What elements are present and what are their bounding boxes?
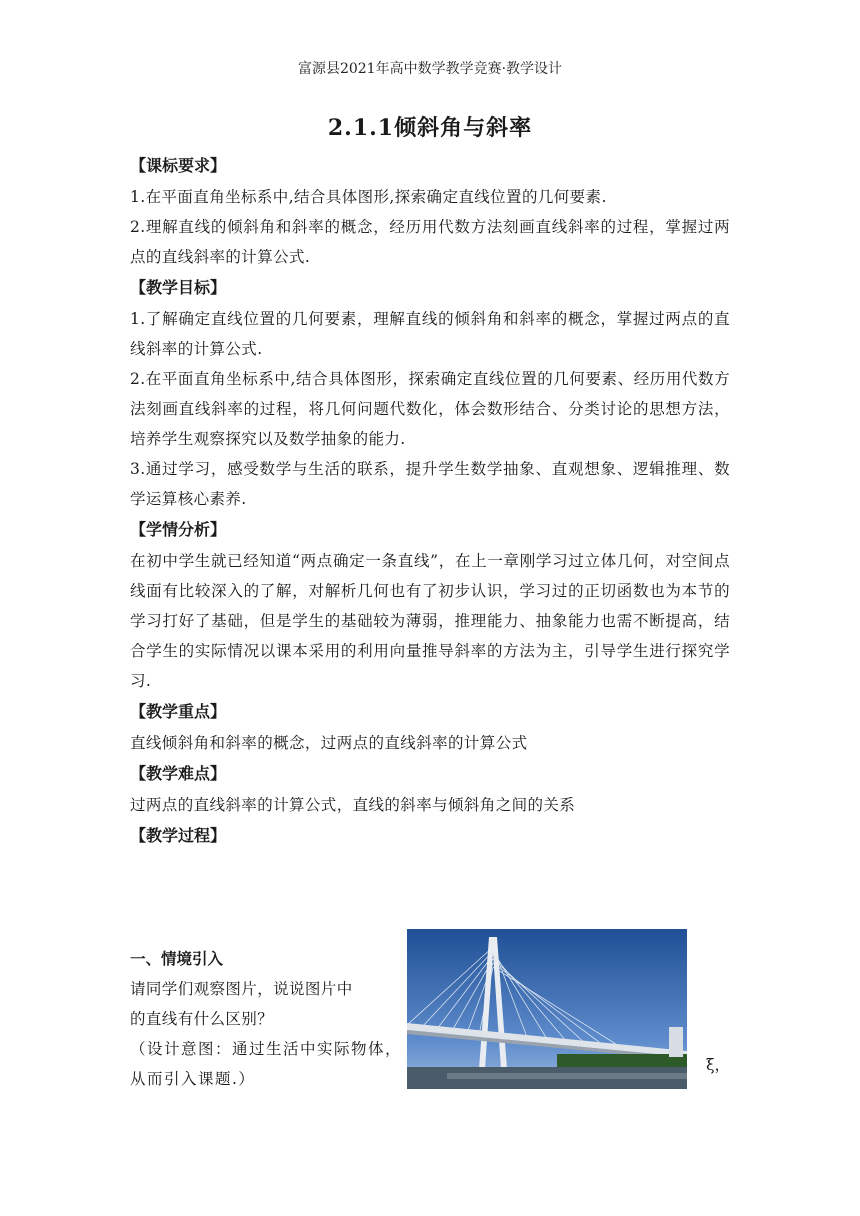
analysis-text: 在初中学生就已经知道“两点确定一条直线”，在上一章刚学习过立体几何，对空间点线面有比较深入的了解，对解析几何也有了初步认识，学习过的正切函数也为本节的学习打好了基础，但是学生的基础较为薄弱，推理能力、抽象能力也需不断提高，结合学生的实际情况以课本采用的利用向量推导斜率的方法为主，引导学生进行探究学习.: [130, 552, 730, 690]
section-heading-difficulties: 【教学难点】: [130, 764, 227, 783]
subsection-heading: 一、情境引入: [130, 950, 224, 968]
curriculum-item: 1.在平面直角坐标系中,结合具体图形,探索确定直线位置的几何要素.: [130, 188, 607, 206]
section-heading-curriculum: 【课标要求】: [130, 156, 227, 175]
design-intent-line: （设计意图：通过生活中实际物体，: [130, 1040, 403, 1058]
section-heading-objectives: 【教学目标】: [130, 278, 227, 297]
objective-item: 3.通过学习，感受数学与生活的联系，提升学生数学抽象、直观想象、逻辑推理、数学运算核心素养.: [130, 460, 730, 508]
design-intent-line: 从而引入课题.）: [130, 1070, 256, 1088]
design-intent-tail: ξ，: [705, 1056, 730, 1074]
difficulties-text: 过两点的直线斜率的计算公式，直线的斜率与倾斜角之间的关系: [130, 796, 576, 814]
section-heading-analysis: 【学情分析】: [130, 520, 227, 539]
curriculum-item: 2.理解直线的倾斜角和斜率的概念，经历用代数方法刻画直线斜率的过程，掌握过两点的直线斜率的计算公式.: [130, 218, 730, 266]
process-line: 的直线有什么区别？: [130, 1010, 274, 1028]
process-line: 请同学们观察图片，说说图片中: [130, 980, 353, 998]
objective-item: 2.在平面直角坐标系中,结合具体图形，探索确定直线位置的几何要素、经历用代数方法刻画直线斜率的过程，将几何问题代数化，体会数形结合、分类讨论的思想方法，培养学生观察探究以及数学抽象的能力.: [130, 370, 730, 448]
objective-item: 1.了解确定直线位置的几何要素，理解直线的倾斜角和斜率的概念，掌握过两点的直线斜率的计算公式.: [130, 310, 730, 358]
section-heading-key-points: 【教学重点】: [130, 702, 227, 721]
bridge-photo: [407, 929, 687, 1089]
main-content: [130, 150, 730, 852]
running-header: 富源县2021年高中数学教学竞赛·教学设计: [297, 61, 563, 77]
section-heading-process: 【教学过程】: [130, 826, 227, 845]
key-points-text: 直线倾斜角和斜率的概念，过两点的直线斜率的计算公式: [130, 734, 528, 752]
document-title: 2.1.1倾斜角与斜率: [327, 115, 533, 141]
